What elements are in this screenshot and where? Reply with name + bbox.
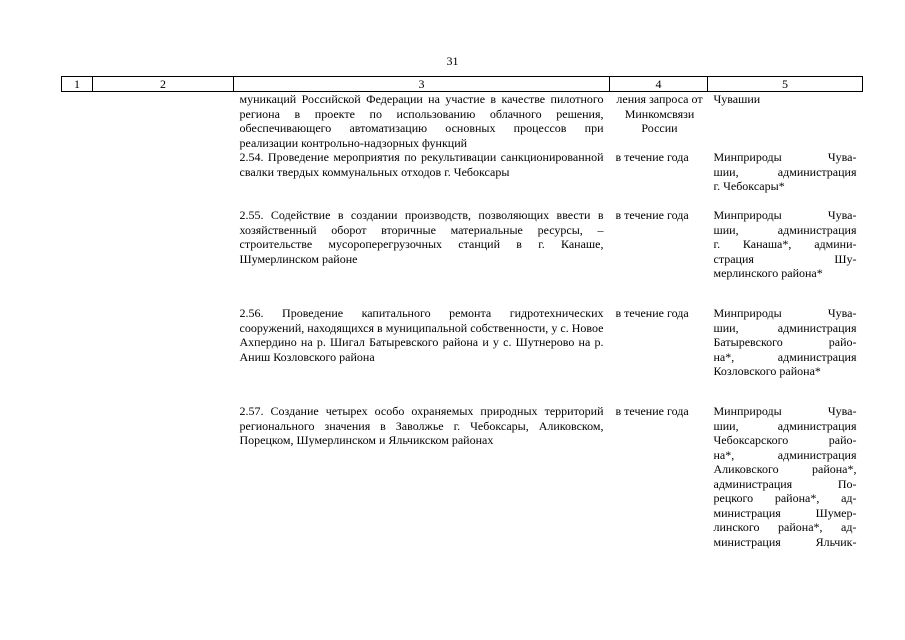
measure-text: 2.55. Содействие в создании производств, позволяющих ввести в хозяйственный оборот вторичные материальные ресурсы, – строительстве мусороперегрузочных станций в г. Канаше, Шумерлинском районе	[239, 208, 604, 266]
column-header-3: 3	[234, 77, 610, 92]
table-row	[62, 150, 863, 208]
measure-text: 2.56. Проведение капитального ремонта гидротехнических сооружений, находящихся в муниципальной собственности, у с. Новое Ахпердино на р. Шигал Батыревского района и у с. Шутнерово на р. Аниш Козловского района	[239, 306, 604, 364]
measure-term: в течение года	[615, 150, 689, 164]
measure-term: в течение года	[615, 208, 689, 222]
executor-line: Чебоксарского райо-	[713, 433, 857, 447]
measure-executor	[708, 404, 863, 574]
executor-line: мерлинского района*	[713, 266, 823, 280]
table-row	[62, 306, 863, 404]
executor-line: Чувашии	[713, 92, 761, 106]
executor-line: Минприроды Чува-	[713, 208, 857, 222]
executor-line: Аликовского района*,	[713, 462, 857, 476]
executor-line: линского района*, ад-	[713, 520, 857, 534]
column-header-4: 4	[610, 77, 708, 92]
executor-line: страция Шу-	[713, 251, 857, 266]
table-row	[62, 208, 863, 306]
table-row	[62, 404, 863, 574]
measure-executor	[708, 306, 863, 404]
executor-line: Батыревского райо-	[713, 335, 857, 349]
column-header-2: 2	[93, 77, 234, 92]
page-number: 31	[446, 54, 459, 68]
executor-line: администрация По-	[713, 476, 857, 491]
executor-line: шии, администрация	[713, 222, 857, 237]
measure-term: в течение года	[615, 404, 689, 418]
measure-text: 2.54. Проведение мероприятия по рекультивации санкционированной свалки твердых коммунальных отходов г. Чебоксары	[239, 150, 604, 179]
executor-line: шии, администрация	[713, 418, 857, 433]
executor-line: шии, администрация	[713, 320, 857, 335]
executor-line: г. Канаша*, админи-	[713, 237, 857, 251]
table-row	[62, 92, 863, 151]
executor-line: Минприроды Чува-	[713, 306, 857, 320]
measure-executor	[708, 208, 863, 306]
executor-line: на*, администрация	[713, 447, 857, 462]
measure-text: 2.57. Создание четырех особо охраняемых природных территорий регионального значения в Заволжье г. Чебоксары, Аликовском, Порецком, Шумерлинском и Яльчикском районах	[239, 404, 604, 447]
column-header-5: 5	[708, 77, 863, 92]
executor-line: министрация Шумер-	[713, 505, 857, 520]
measure-term: в течение года	[615, 306, 689, 320]
executor-line: рецкого района*, ад-	[713, 491, 857, 505]
measure-executor	[708, 150, 863, 208]
executor-line: Минприроды Чува-	[713, 150, 857, 164]
executor-line: Козловского района*	[713, 364, 821, 378]
measure-text: муникаций Российской Федерации на участие в качестве пилотного региона в проекте по использованию облачного решения, обеспечивающего автоматизацию основных процессов при реализации контрольно-надзорных функций	[239, 92, 604, 150]
executor-line: министрация Яльчик-	[713, 534, 857, 549]
executor-line: шии, администрация	[713, 164, 857, 179]
executor-line: на*, администрация	[713, 349, 857, 364]
measure-term: ления запроса от Минкомсвязи России	[616, 92, 703, 135]
executor-line: г. Чебоксары*	[713, 179, 785, 193]
table-header-row	[62, 77, 863, 92]
measures-table	[61, 76, 863, 574]
measure-executor	[708, 92, 863, 151]
column-header-1: 1	[62, 77, 93, 92]
executor-line: Минприроды Чува-	[713, 404, 857, 418]
